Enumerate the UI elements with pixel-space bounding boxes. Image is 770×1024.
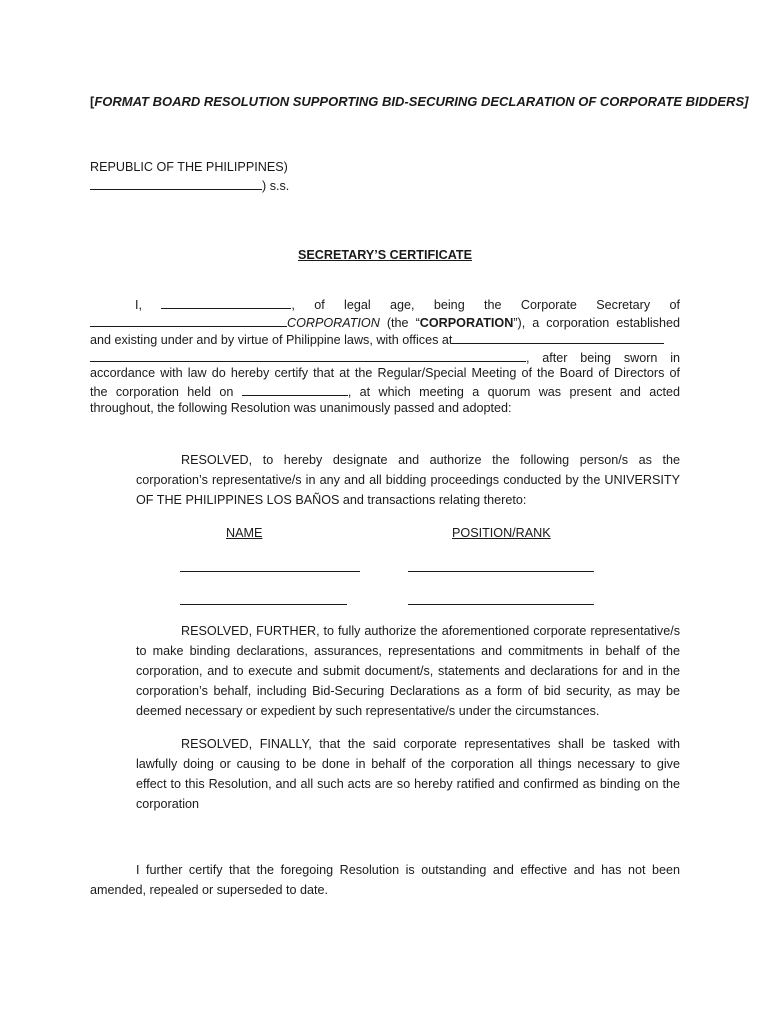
resolved2-line-3: corporation, and to execute and submit document/s, statements and declarations for and in the: [136, 664, 680, 678]
intro-l4-end: , after being sworn in: [526, 351, 680, 365]
resolved2-line-5: deemed necessary or expedient by such representative/s under the circumstances.: [136, 704, 600, 718]
resolved1-line-3: OF THE PHILIPPINES LOS BAÑOS and transactions relating thereto:: [136, 493, 527, 507]
venue-line-1: REPUBLIC OF THE PHILIPPINES): [90, 160, 288, 174]
intro-corporation: CORPORATION: [287, 316, 380, 330]
resolved2-line-4: corporation’s behalf, including Bid-Securing Declarations as a form of bid security, as may be: [136, 684, 680, 698]
resolved3-line-1: RESOLVED, FINALLY, that the said corporate representatives shall be tasked with: [181, 737, 680, 751]
intro-line-5: accordance with law do hereby certify that at the Regular/Special Meeting of the Board of Directors of: [90, 366, 680, 380]
offices-blank-2[interactable]: [90, 349, 526, 362]
resolved3-line-3: effect to this Resolution, and all such acts are so hereby ratified and confirmed as binding on the: [136, 777, 680, 791]
intro-corporation-bold: CORPORATION: [419, 316, 514, 330]
intro-l2-mid: (the “: [379, 316, 420, 330]
venue-suffix: ) s.s.: [262, 179, 290, 193]
name-blank-2[interactable]: [180, 604, 347, 605]
resolved2-line-2: to make binding declarations, assurances, representations and commitments in behalf of the: [136, 644, 680, 658]
resolved3-line-2: lawfully doing or causing to be done in behalf of the corporation all things necessary to give: [136, 757, 680, 771]
secretary-name-blank[interactable]: [161, 296, 291, 309]
intro-l6-start: the corporation held on: [90, 385, 234, 399]
venue-line-2: [90, 177, 289, 193]
intro-l3: and existing under and by virtue of Philippine laws, with offices at: [90, 333, 453, 347]
resolved2-line-1: RESOLVED, FURTHER, to fully authorize the aforementioned corporate representative/s: [181, 624, 680, 638]
document-title: [90, 94, 748, 109]
intro-line-4: [90, 349, 680, 365]
name-blank-1[interactable]: [180, 571, 360, 572]
resolved1-line-1: RESOLVED, to hereby designate and authorize the following person/s as the: [181, 453, 680, 467]
position-blank-1[interactable]: [408, 571, 594, 572]
intro-line-7: throughout, the following Resolution was unanimously passed and adopted:: [90, 401, 512, 415]
intro-l2-end: ”), a corporation established: [513, 316, 680, 330]
title-bracket: [: [90, 94, 95, 109]
meeting-date-blank[interactable]: [242, 383, 348, 396]
certify-line-2: amended, repealed or superseded to date.: [90, 883, 329, 897]
title-text: FORMAT BOARD RESOLUTION SUPPORTING BID-SECURING DECLARATION OF CORPORATE BIDDERS]: [94, 94, 749, 109]
position-blank-2[interactable]: [408, 604, 594, 605]
intro-l1-end: , of legal age, being the Corporate Secretary of: [291, 298, 680, 312]
certificate-heading: SECRETARY’S CERTIFICATE: [298, 248, 472, 262]
offices-blank-1[interactable]: [452, 331, 664, 344]
position-column-header: POSITION/RANK: [452, 526, 551, 540]
corporation-name-blank[interactable]: [90, 314, 287, 327]
intro-line-6: [90, 383, 680, 399]
intro-line-3: [90, 331, 664, 347]
certify-line-1: I further certify that the foregoing Resolution is outstanding and effective and has not been: [136, 863, 680, 877]
resolved1-line-2: corporation’s representative/s in any and all bidding proceedings conducted by the UNIVERSITY: [136, 473, 680, 487]
resolved3-line-4: corporation: [136, 797, 200, 811]
name-column-header: NAME: [226, 526, 263, 540]
intro-i: I,: [135, 298, 142, 312]
intro-l6-end: , at which meeting a quorum was present and acted: [347, 385, 681, 399]
venue-blank[interactable]: [90, 177, 262, 190]
intro-line-1: [135, 296, 680, 312]
intro-line-2: [90, 314, 680, 330]
